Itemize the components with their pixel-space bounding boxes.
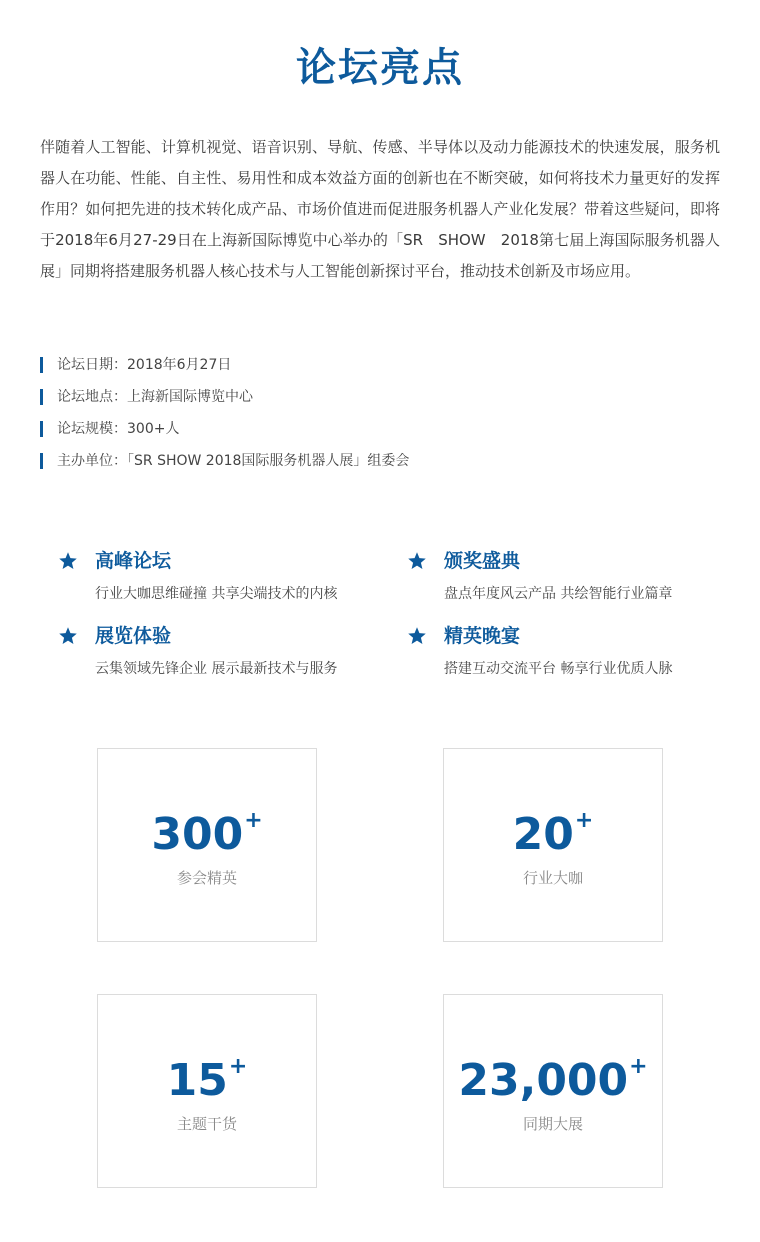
stat-number-line	[444, 1039, 662, 1109]
info-bullet-bar	[40, 389, 43, 405]
info-label: 论坛日期：	[57, 357, 127, 373]
info-value: 2018年6月27日	[127, 357, 232, 373]
stat-number: 20	[512, 809, 574, 860]
stat-plus: +	[244, 808, 263, 833]
info-item-date	[40, 352, 720, 384]
highlight-description: 盘点年度风云产品 共绘智能行业篇章	[444, 586, 673, 602]
info-item-scale	[40, 416, 720, 448]
star-icon	[58, 626, 78, 646]
highlight-description: 搭建互动交流平台 畅享行业优质人脉	[444, 661, 673, 677]
stat-plus: +	[228, 1054, 248, 1079]
star-icon	[58, 551, 78, 571]
info-label: 论坛规模：	[57, 421, 127, 437]
stat-card-attendees	[97, 748, 317, 942]
highlight-title: 颁奖盛典	[444, 550, 521, 572]
stat-card-experts	[443, 748, 663, 942]
info-label: 论坛地点：	[57, 389, 127, 405]
stat-plus: +	[574, 808, 594, 833]
stat-number: 15	[166, 1055, 228, 1106]
highlight-title: 精英晚宴	[444, 625, 521, 647]
page-title: 论坛亮点	[296, 45, 464, 91]
stat-label: 同期大展	[522, 1115, 583, 1133]
highlight-summit-forum	[58, 545, 378, 615]
info-item-location	[40, 384, 720, 416]
stat-card-concurrent-exhibition	[443, 994, 663, 1188]
stat-label: 行业大咖	[522, 869, 583, 887]
stat-label: 参会精英	[176, 869, 237, 887]
star-icon	[407, 551, 427, 571]
highlight-description: 云集领域先锋企业 展示最新技术与服务	[95, 661, 338, 677]
info-label: 主办单位：	[57, 453, 127, 469]
highlight-title: 展览体验	[95, 625, 172, 647]
stat-number: 300	[151, 809, 244, 860]
stat-number: 23,000	[458, 1055, 629, 1106]
info-value: 上海新国际博览中心	[127, 389, 253, 405]
highlight-description: 行业大咖思维碰撞 共享尖端技术的内核	[95, 586, 338, 602]
star-icon	[407, 626, 427, 646]
stat-number-line	[98, 1039, 316, 1109]
info-value: 300+人	[127, 421, 180, 437]
info-value: 「SR SHOW 2018国际服务机器人展」组委会	[127, 453, 410, 469]
stat-number-line	[98, 793, 316, 863]
info-bullet-bar	[40, 421, 43, 437]
forum-info-list	[40, 352, 720, 480]
stat-number-line	[444, 793, 662, 863]
stat-label: 主题干货	[176, 1115, 237, 1133]
highlight-exhibition-experience	[58, 620, 378, 690]
highlight-title: 高峰论坛	[95, 550, 172, 572]
info-bullet-bar	[40, 453, 43, 469]
highlight-elite-dinner	[407, 620, 727, 690]
info-bullet-bar	[40, 357, 43, 373]
stat-card-topics	[97, 994, 317, 1188]
intro-paragraph: 伴随着人工智能、计算机视觉、语音识别、导航、传感、半导体以及动力能源技术的快速发展，服务机器人在功能、性能、自主性、易用性和成本效益方面的创新也在不断突破，如何将技术力量更好的发挥作用？如何把先进的技术转化成产品、市场价值进而促进服务机器人产业化发展？带着这些疑问，即将于2018年6月27-29日在上海新国际博览中心举办的「SR SHOW 2018第七届上海国际服务机器人展」同期将搭建服务机器人核心技术与人工智能创新探讨平台，推动技术创新及市场应用。	[40, 138, 720, 280]
highlight-award-ceremony	[407, 545, 727, 615]
info-item-organizer	[40, 448, 720, 480]
stat-plus: +	[629, 1054, 648, 1079]
